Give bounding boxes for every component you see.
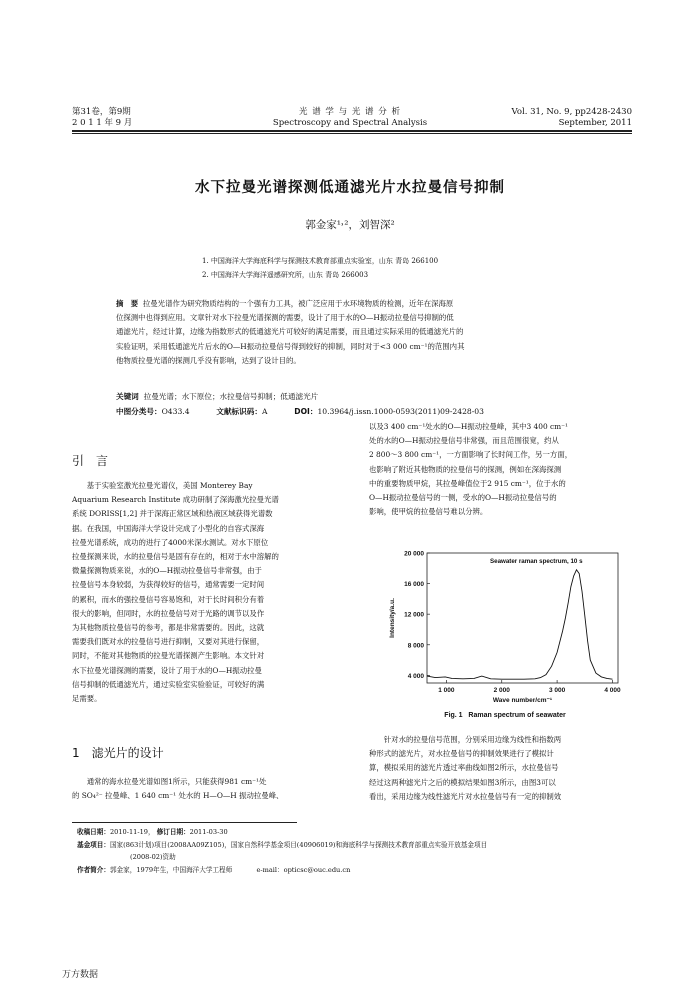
keywords: [116, 391, 318, 402]
raman-spectrum-chart: [380, 545, 630, 710]
affiliation-2: 2. 中国海洋大学海洋遥感研究所，山东 青岛 266003: [202, 271, 369, 279]
fund-label: 基金项目：: [77, 840, 110, 849]
issue-volume: 第31卷，第9期: [72, 107, 131, 117]
issue-date: 2 0 1 1 年 9 月: [72, 118, 133, 128]
classification-line: [116, 406, 484, 417]
right-line: 中的重要物质甲烷，其拉曼峰值位于2 915 cm⁻¹，位于水的: [369, 478, 566, 488]
paper-title: 水下拉曼光谱探测低通滤光片水拉曼信号抑制: [195, 180, 505, 196]
x-tick-label: 2 000: [493, 687, 510, 694]
journal-name-cn: 光 谱 学 与 光 谱 分 析: [299, 107, 401, 117]
received-date: 2010-11-19，: [109, 828, 155, 836]
section1-line: 的 SO₄²⁻ 拉曼峰、1 640 cm⁻¹ 处水的 H—O—H 振动拉曼峰、: [72, 791, 284, 801]
intro-line: 拉曼光谱系统，成功的进行了4000米深水测试。对水下原位: [72, 537, 269, 547]
right-column-top: [369, 420, 633, 519]
volume-pages: Vol. 31, No. 9, pp2428-2430: [511, 107, 632, 117]
intro-line: Aquarium Research Institute 成功研制了深海激光拉曼光谱: [72, 495, 279, 505]
right-column-bottom: [369, 733, 633, 804]
y-tick-label: 16 000: [404, 581, 424, 589]
affiliation-1: 1. 中国海洋大学海底科学与探测技术教育部重点实验室，山东 青岛 266100: [202, 257, 439, 265]
section-heading-intro: 引 言: [72, 454, 109, 468]
intro-line: 系统 DORISS[1,2] 并于深海正常区域和热液区域获得光谱数: [72, 509, 273, 519]
journal-name: [220, 107, 480, 129]
y-tick-label: 20 000: [404, 550, 424, 558]
section-heading-1: 1 滤光片的设计: [72, 746, 164, 760]
abstract-label: 摘 要: [116, 299, 139, 308]
fund-text-cont: (2008-02)资助: [130, 853, 176, 861]
spectrum-line: [427, 570, 613, 679]
abstract-line: 他物质拉曼光谱的探测几乎没有影响，达到了设计目的。: [116, 355, 301, 365]
abstract-line: 实验证明，采用低通滤光片后水的O—H振动拉曼信号得到较好的抑制，同时对于<3 000 cm⁻¹的范围内其: [116, 341, 465, 351]
doc-code-label: 文献标识码：: [216, 407, 262, 416]
intro-line: 为其他物质拉曼信号的参考，都是非常需要的。因此，这就: [72, 623, 265, 633]
intro-line: 的累积，而水的强拉曼信号容易饱和，对于长时间积分有着: [72, 594, 265, 604]
footnotes: [72, 826, 640, 876]
doc-code: A: [261, 407, 268, 416]
right-line: 影响，使甲烷的拉曼信号难以分辨。: [369, 507, 488, 517]
author-email: e-mail：opticsc@ouc.edu.cn: [256, 865, 351, 874]
keywords-text: 拉曼光谱；水下原位；水拉曼信号抑制；低通滤光片: [143, 392, 319, 401]
intro-line: 需要我们既对水的拉曼信号进行抑制，又要对其进行保留，: [72, 637, 265, 647]
journal-volume-info: [480, 107, 632, 129]
right-line: 算，模拟采用的滤光片透过率曲线如图2所示，水拉曼信号: [369, 763, 559, 773]
x-tick-label: 1 000: [438, 687, 455, 694]
right-line: 看出，采用边缘为线性滤光片对水拉曼信号有一定的抑制效: [369, 791, 562, 801]
intro-body: [72, 479, 346, 706]
x-tick-label: 3 000: [548, 687, 566, 694]
revised-label: 修订日期：: [156, 828, 190, 836]
intro-line: 据。在我国，中国海洋大学设计完成了小型化的自容式深海: [72, 523, 265, 533]
figure-caption-label: Fig. 1: [444, 712, 463, 719]
intro-line: 拉曼信号本身较弱，为获得较好的信号，通常需要一定时间: [72, 580, 265, 590]
x-tick-label: 4 000: [604, 687, 621, 694]
right-line: 处的水的O—H振动拉曼信号非常强，而且范围很宽，约从: [369, 436, 559, 446]
abstract-line: 拉曼光谱作为研究物质结构的一个强有力工具，被广泛应用于水环境物质的检测，近年在深海原: [142, 299, 454, 308]
y-tick-label: 12 000: [404, 611, 424, 619]
abstract-line: 位探测中也得到应用。文章针对水下拉曼光谱探测的需要，设计了用于水的O—H振动拉曼信号抑制的低: [116, 313, 454, 323]
intro-line: 足需要。: [72, 694, 102, 704]
plot-frame: [427, 553, 618, 683]
keywords-label: 关键词: [116, 392, 139, 401]
intro-line: 基于实验室激光拉曼光谱仪，美国 Monterey Bay: [72, 481, 253, 490]
figure-1-caption: [380, 712, 630, 719]
paper-authors: 郭金家¹˒²，刘智深²: [305, 219, 395, 231]
intro-line: 很大的影响，但同时，水的拉曼信号对于光路的调节以及作: [72, 608, 265, 618]
right-line: 针对水的拉曼信号范围，分别采用边缘为线性和指数两: [369, 735, 562, 744]
figure-caption-text: Raman spectrum of seawater: [468, 712, 566, 719]
right-line: 2 800～3 800 cm⁻¹，一方面影响了长时间工作，另一方面，: [369, 450, 573, 460]
right-line: O—H振动拉曼信号的一侧，受水的O—H振动拉曼信号的: [369, 493, 557, 503]
received-label: 收稿日期：: [77, 828, 110, 836]
clc-label: 中图分类号：: [116, 407, 162, 416]
right-line: 以及3 400 cm⁻¹处水的O—H振动拉曼峰，其中3 400 cm⁻¹: [369, 422, 569, 431]
chart-title: Seawater raman spectrum, 10 s: [490, 558, 583, 565]
revised-date: 2011-03-30: [189, 828, 228, 836]
abstract: [116, 297, 596, 368]
intro-line: 信号抑制的低通滤光片，通过实验室实验验证，可较好的满: [72, 679, 265, 689]
journal-issue: [72, 107, 132, 129]
intro-line: 同时，不能对其他物质的拉曼光谱探测产生影响。本文针对: [72, 651, 265, 661]
publication-month: September, 2011: [558, 118, 632, 128]
clc-code: O433.4: [161, 407, 190, 416]
right-line: 也影响了附近其他物质的拉曼信号的探测，例如在深海探测: [369, 464, 562, 474]
header-rule: [72, 130, 632, 132]
x-axis-label: Wave number/cm⁻¹: [492, 697, 553, 704]
y-tick-label: 8 000: [407, 642, 424, 650]
y-axis-label: Intensity/a.u.: [389, 598, 396, 638]
right-line: 经过这两种滤光片之后的模拟结果如图3所示，由图3可以: [369, 777, 556, 787]
watermark-footer: 万方数据: [62, 970, 99, 980]
intro-line: 水下拉曼光谱探测的需要，设计了用于水的O—H振动拉曼: [72, 665, 262, 675]
section1-body: [72, 775, 346, 803]
journal-name-en: Spectroscopy and Spectral Analysis: [272, 118, 428, 128]
right-line: 种形式的滤光片，对水拉曼信号的抑制效果进行了模拟计: [369, 749, 554, 759]
intro-line: 微量探测物质来说，水的O—H振动拉曼信号非常强，由于: [72, 566, 262, 576]
footnote-rule: [72, 822, 297, 823]
author-bio-label: 作者简介：: [77, 865, 110, 874]
section1-line: 通常的海水拉曼光谱如图1所示，只能获得981 cm⁻¹处: [72, 777, 267, 786]
fund-text: 国家(863计划)项目(2008AA09Z105)，国家自然科学基金项目(40906019)和海底科学与探测技术教育部重点实验开放基金项目: [109, 840, 488, 849]
y-tick-label: 4 000: [407, 672, 424, 680]
abstract-line: 通滤光片，经过计算，边缘为指数形式的低通滤光片可较好的满足需要，而且通过实际采用的低通滤光片的: [116, 327, 464, 337]
intro-line: 拉曼探测来说，水的拉曼信号是固有存在的，相对于水中溶解的: [72, 552, 279, 562]
author-bio: 郭金家，1979年生，中国海洋大学工程师: [109, 865, 233, 874]
doi: 10.3964/j.issn.1000-0593(2011)09-2428-03: [317, 407, 484, 416]
header-rule-thin: [72, 133, 632, 134]
doi-label: DOI：: [294, 407, 318, 416]
